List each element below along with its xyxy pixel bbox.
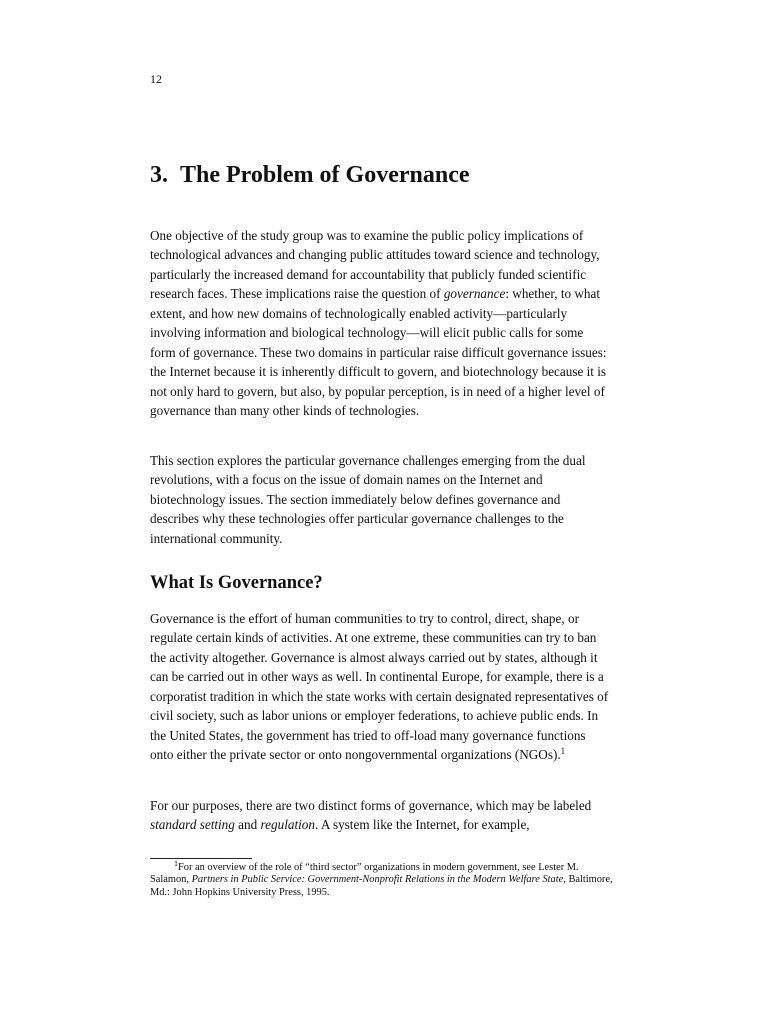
governance-paragraph xyxy=(150,609,610,765)
paragraph-text: For our purposes, there are two distinct forms of governance, which may be labeled xyxy=(150,798,592,813)
intro-paragraph-2: This section explores the particular governance challenges emerging from the dual revolutions, with a focus on the issue of domain names on the Internet and biotechnology issues. The section immediately below defines governance and describes why these technologies offer particular governance challenges to the international community. xyxy=(150,453,586,546)
section-heading: What Is Governance? xyxy=(150,573,323,593)
footnote-divider xyxy=(150,858,252,859)
paragraph-text: . A system like the Internet, for example, xyxy=(314,817,530,833)
intro-paragraph-1 xyxy=(150,226,610,421)
page-number: 12 xyxy=(150,72,162,86)
footnote-book-title: Partners in Public Service: Government-Nonprofit Relations in the Modern Welfare State xyxy=(191,874,564,886)
italic-term-standard-setting: standard setting xyxy=(150,817,235,833)
paragraph-text: One objective of the study group was to examine the public policy implications of technological advances and changing public attitudes toward science and technology, particularly the increased demand for accountability that publicly funded scientific research faces. These implications raise the question of xyxy=(150,228,600,302)
footnote xyxy=(150,859,620,899)
footnote-text: For an overview of the role of “third sector” organizations in modern government, see Lester M. Salamon, xyxy=(150,862,579,886)
forms-of-governance-paragraph xyxy=(150,796,610,835)
paragraph-text: Governance is the effort of human communities to try to control, direct, shape, or regulate certain kinds of activities. At one extreme, these communities can try to ban the activity altogether. Governance is almost always carried out by states, although it can be carried out in other ways as well. In continental Europe, for example, there is a corporatist tradition in which the state works with certain designated representatives of civil society, such as labor unions or employer federations, to achieve public ends. In the United States, the government has tried to off-load many governance functions onto either the private sector or onto nongovernmental organizations (NGOs). xyxy=(150,611,609,763)
italic-term-governance: governance xyxy=(443,286,506,302)
footnote-text: , Baltimore, Md.: John Hopkins University Press, 1995. xyxy=(150,874,613,898)
chapter-number: 3. xyxy=(150,162,168,188)
chapter-title-text: The Problem of Governance xyxy=(180,162,470,188)
footnote-reference: 1 xyxy=(560,746,566,757)
paragraph-text: and xyxy=(234,817,261,833)
italic-term-regulation: regulation xyxy=(260,817,315,833)
footnote-marker: 1 xyxy=(174,859,178,868)
paragraph-text: : whether, to what extent, and how new domains of technologically enabled activity—particularly involving information and biological technology—will elicit public calls for some form of governance. These two domains in particular raise difficult governance issues: the Internet because it is inherently difficult to govern, and biotechnology because it is not only hard to govern, but also, by popular perception, is in need of a higher level of governance than many other kinds of technologies. xyxy=(150,286,607,419)
chapter-title xyxy=(150,160,470,190)
